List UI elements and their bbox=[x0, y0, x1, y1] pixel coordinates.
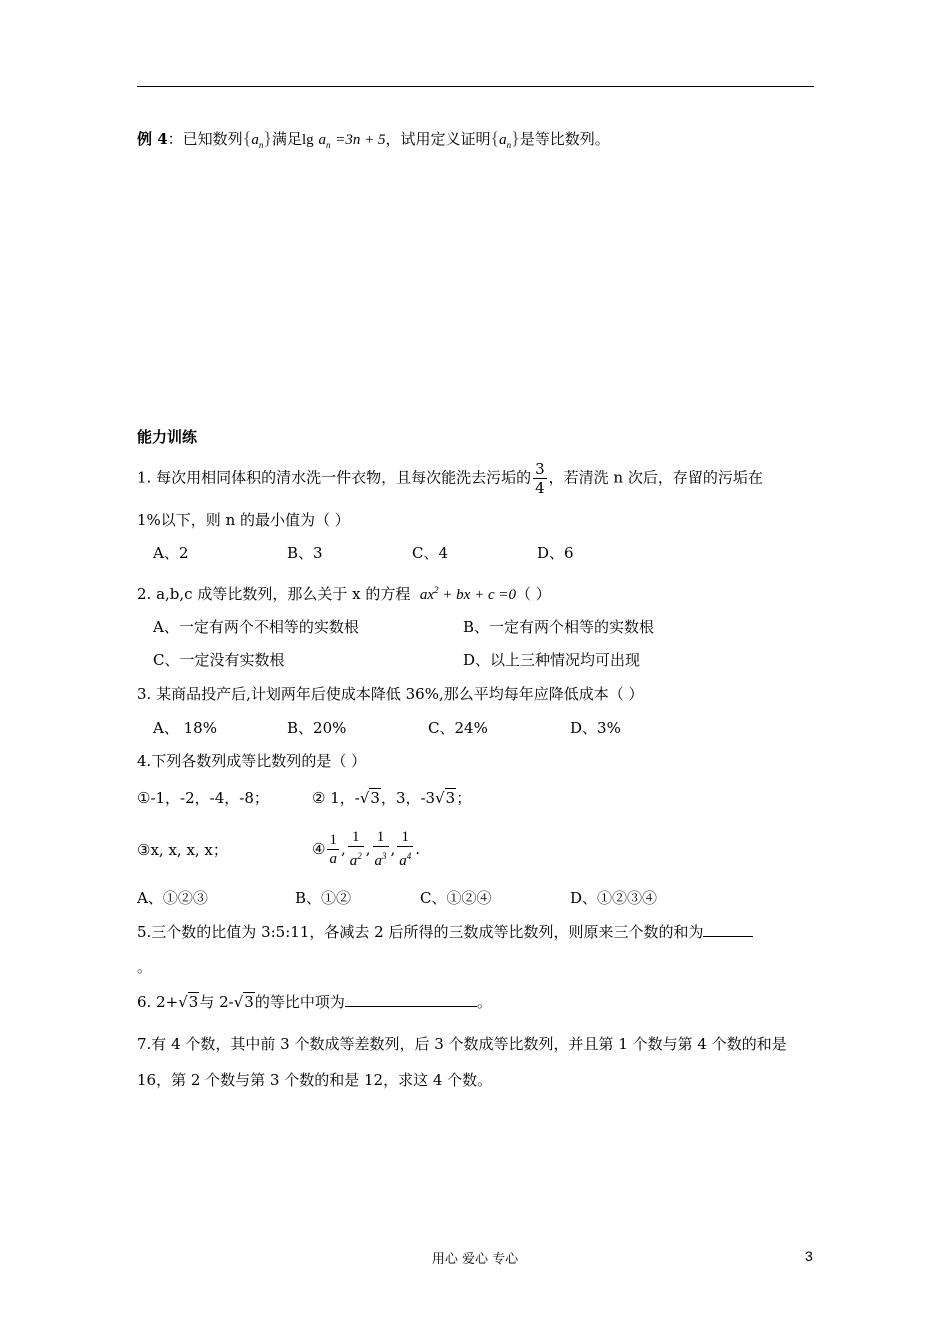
q4-item-2 bbox=[312, 788, 471, 808]
q4-frac-1-num: 1 bbox=[329, 831, 337, 848]
q1-text-b: ，若清洗 n 次后，存留的污垢在 bbox=[548, 468, 763, 487]
sqrt-symbol-2: √3 bbox=[435, 789, 456, 807]
q1-frac-num: 3 bbox=[535, 460, 545, 478]
q1-option-c: C、4 bbox=[412, 544, 449, 562]
question-1-line-1 bbox=[137, 460, 763, 497]
q4-frac-4-num: 1 bbox=[401, 829, 410, 845]
seq-subscript-2: n bbox=[506, 140, 512, 150]
q4-frac-3-den bbox=[373, 846, 389, 870]
example-text-3: ，试用定义证明 bbox=[385, 130, 491, 148]
q4-item-1: ①-1，-2，-4，-8； bbox=[137, 789, 269, 807]
question-3: 3. 某商品投产后,计划两年后使成本降低 36%,那么平均每年应降低成本（ ） bbox=[137, 685, 644, 703]
example-label: 例 4 bbox=[137, 130, 168, 148]
sqrt-symbol: √3 bbox=[359, 789, 380, 807]
q2-paren: （ ） bbox=[515, 585, 551, 603]
example-text-2: 满足 bbox=[271, 130, 302, 148]
q4-frac-4-den-base: a bbox=[399, 853, 407, 869]
question-2 bbox=[137, 580, 551, 605]
q4-option-d: D、①②③④ bbox=[570, 889, 658, 907]
q4-option-a: A、①②③ bbox=[137, 889, 208, 907]
q2-option-a: A、一定有两个不相等的实数根 bbox=[153, 618, 359, 636]
q4-item-2-c: ； bbox=[456, 789, 472, 807]
q1-option-d: D、6 bbox=[537, 544, 574, 562]
seq-brace-left-2: { bbox=[490, 128, 500, 148]
q4-frac-4 bbox=[397, 828, 413, 870]
q2-eq-b: + bx + c =0 bbox=[438, 587, 516, 603]
seq-symbol: a bbox=[251, 132, 259, 148]
q6-b: 与 2- bbox=[199, 993, 234, 1011]
lg-rhs: =3n + 5 bbox=[335, 132, 386, 148]
sqrt-symbol-3: √3 bbox=[178, 993, 199, 1011]
q1-option-b: B、3 bbox=[287, 544, 323, 562]
question-4: 4.下列各数列成等比数列的是（ ） bbox=[137, 752, 367, 770]
q4-sqrt-1: 3 bbox=[370, 789, 380, 807]
lg-arg-subscript: n bbox=[325, 140, 331, 150]
q4-frac-3-num: 1 bbox=[376, 829, 385, 845]
q4-frac-2-den bbox=[348, 846, 364, 870]
q3-option-d: D、3% bbox=[570, 719, 621, 737]
q1-text-a: 1. 每次用相同体积的清水洗一件衣物，且每次能洗去污垢的 bbox=[137, 468, 532, 487]
q3-option-a: A、 18% bbox=[153, 719, 217, 737]
q4-item-3: ③x, x, x, x； bbox=[137, 841, 228, 859]
q4-frac-2 bbox=[348, 828, 364, 870]
lg-symbol: lg bbox=[301, 132, 314, 148]
q2-option-b: B、一定有两个相等的实数根 bbox=[463, 618, 655, 636]
q1-option-a: A、2 bbox=[153, 544, 189, 562]
q5-answer-blank[interactable] bbox=[703, 922, 753, 937]
question-7-line-1: 7.有 4 个数，其中前 3 个数成等差数列，后 3 个数成等比数列，并且第 1 个数与第 4 个数的和是 bbox=[137, 1035, 787, 1053]
seq-subscript: n bbox=[258, 140, 264, 150]
q4-item-2-b: ，3，-3 bbox=[380, 789, 436, 807]
q4-item-4: ④ $\frac{1}{a}$ , $\frac{1}{a^2}$ , $\frac{1}{a^3}$ , $\frac{1}{a^4}$ . bbox=[312, 829, 421, 869]
q4-item-4-label: ④ bbox=[312, 840, 326, 858]
q1-fraction bbox=[533, 460, 547, 497]
q6-answer-blank[interactable] bbox=[345, 992, 477, 1007]
question-7-line-2: 16，第 2 个数与第 3 个数的和是 12，求这 4 个数。 bbox=[137, 1071, 493, 1089]
example-text-4: 是等比数列。 bbox=[519, 130, 610, 148]
q2-eq-exp: 2 bbox=[434, 585, 439, 595]
q6-a: 6. 2+ bbox=[137, 993, 179, 1011]
footer: 用心 爱心 专心 bbox=[431, 1252, 519, 1267]
q2-text: 2. a,b,c 成等比数列，那么关于 x 的方程 bbox=[137, 585, 411, 603]
q4-frac-2-den-base: a bbox=[349, 853, 358, 869]
q4-frac-2-exp: 2 bbox=[357, 851, 362, 861]
q6-c: 的等比中项为 bbox=[254, 993, 345, 1011]
q4-option-b: B、①② bbox=[295, 889, 352, 907]
q4-frac-2-num: 1 bbox=[351, 829, 360, 845]
q6-sqrt-1: 3 bbox=[188, 993, 199, 1011]
q6-d: 。 bbox=[476, 993, 492, 1011]
question-6 bbox=[137, 992, 492, 1012]
q5-text: 5.三个数的比值为 3:5:11，各减去 2 后所得的三数成等比数列，则原来三个数的和为 bbox=[137, 923, 704, 941]
q4-frac-4-den bbox=[397, 846, 413, 870]
section-title: 能力训练 bbox=[137, 428, 198, 446]
q5-tail: 。 bbox=[137, 958, 153, 976]
q3-option-b: B、20% bbox=[287, 719, 347, 737]
example-4 bbox=[137, 128, 610, 155]
question-5 bbox=[137, 922, 753, 942]
q4-frac-1 bbox=[327, 831, 339, 868]
q6-sqrt-2: 3 bbox=[244, 993, 254, 1011]
q2-eq-a: ax bbox=[419, 587, 435, 603]
q4-frac-3 bbox=[373, 828, 389, 870]
q2-option-c: C、一定没有实数根 bbox=[153, 651, 285, 669]
q1-frac-den: 4 bbox=[535, 479, 545, 497]
q4-item-4-end: . bbox=[415, 840, 421, 858]
seq-brace-left: { bbox=[242, 128, 252, 148]
lg-arg: a bbox=[318, 132, 326, 148]
seq-symbol-2: a bbox=[499, 132, 507, 148]
q4-sqrt-2: 3 bbox=[445, 789, 456, 807]
example-text-1: ：已知数列 bbox=[167, 130, 243, 148]
q4-frac-3-den-base: a bbox=[374, 853, 383, 869]
header-rule bbox=[137, 86, 814, 87]
page-number: 3 bbox=[805, 1248, 813, 1264]
seq-brace-right: } bbox=[263, 128, 272, 148]
q2-option-d: D、以上三种情况均可出现 bbox=[463, 651, 641, 669]
q3-option-c: C、24% bbox=[428, 719, 488, 737]
seq-brace-right-2: } bbox=[511, 128, 520, 148]
q4-option-c: C、①②④ bbox=[420, 889, 492, 907]
q4-item-2-a: ② 1，- bbox=[312, 789, 360, 807]
q4-frac-1-den: a bbox=[329, 850, 337, 867]
question-1-line-2: 1%以下，则 n 的最小值为（ ） bbox=[137, 511, 350, 529]
q4-frac-4-exp: 4 bbox=[406, 851, 412, 861]
sqrt-symbol-4: √3 bbox=[233, 993, 254, 1011]
q4-frac-3-exp: 3 bbox=[382, 851, 387, 861]
